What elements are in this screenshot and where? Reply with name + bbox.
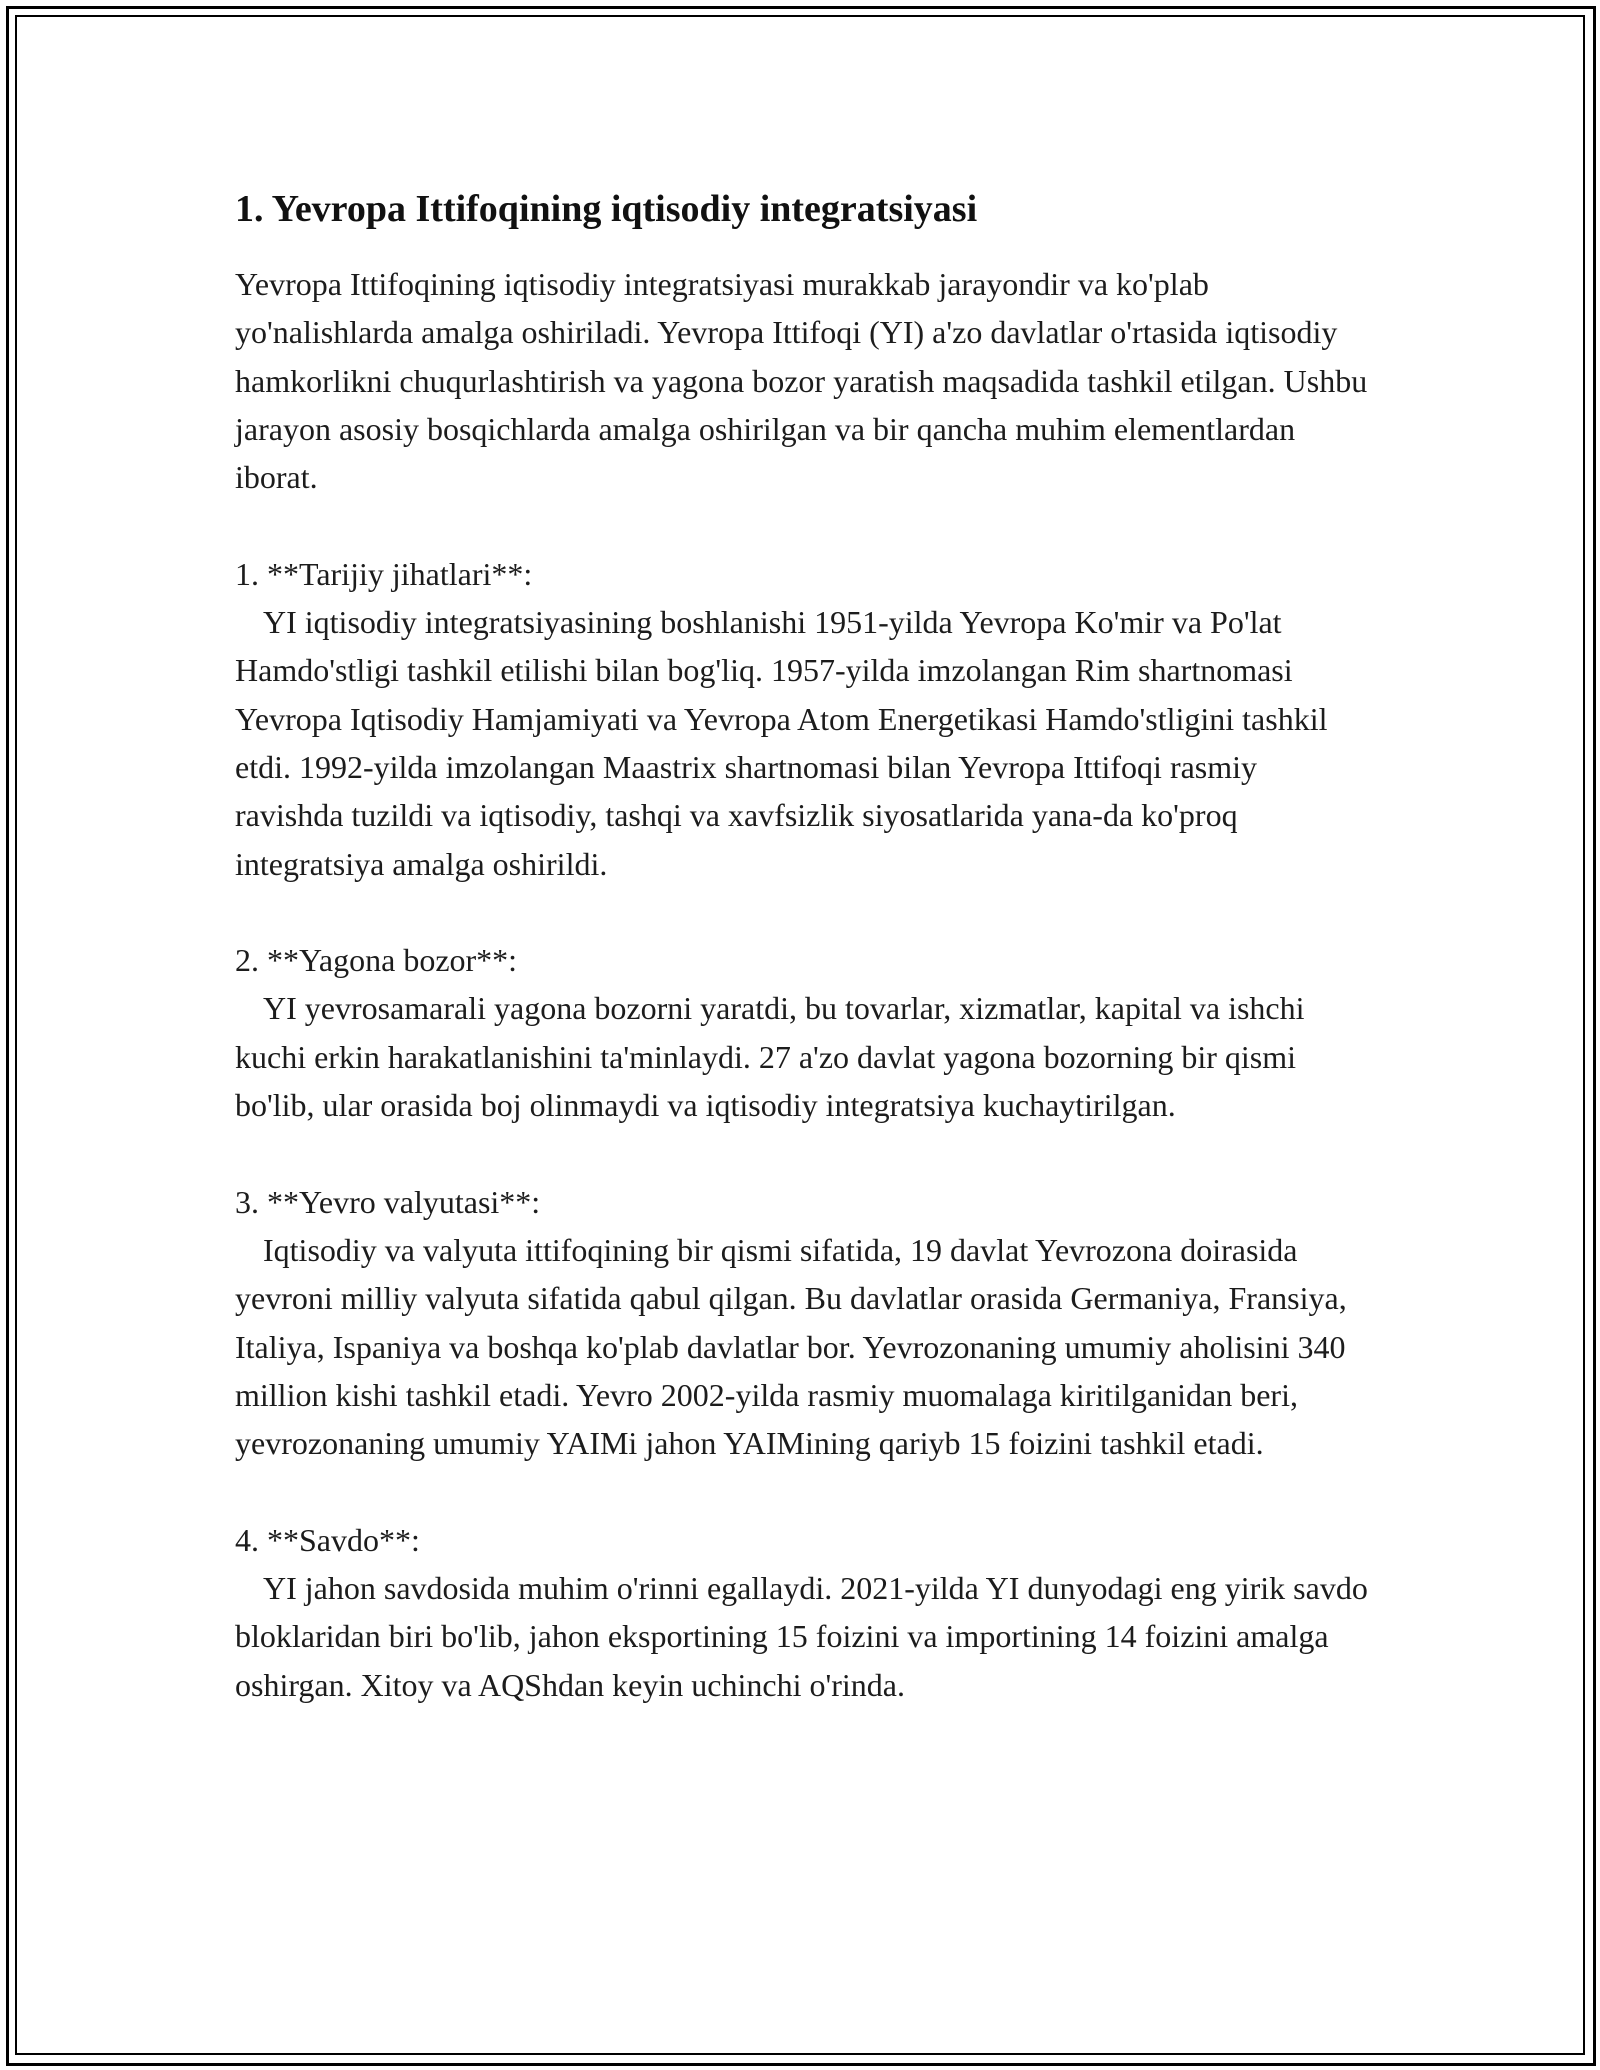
paragraph-gap bbox=[235, 888, 1370, 936]
paragraph-gap bbox=[235, 501, 1370, 549]
section-history bbox=[235, 550, 1370, 888]
section-heading: 1. **Tarijiy jihatlari**: bbox=[235, 555, 533, 592]
section-body: YI iqtisodiy integratsiyasining boshlanishi 1951-yilda Yevropa Ko'mir va Po'lat Hamdo'stligi tashkil etilishi bilan bog'liq. 1957-yilda imzolangan Rim shartnomasi Yevropa Iqtisodiy Hamjamiyati va Yevropa Atom Energetikasi Hamdo'stligini tashkil etdi. 1992-yilda imzolangan Maastrix shartnomasi bilan Yevropa Ittifoqi rasmiy ravishda tuzildi va iqtisodiy, tashqi va xavfsizlik siyosatlarida yana-da ko'proq integratsiya amalga oshirildi. bbox=[235, 604, 1328, 882]
document-title: 1. Yevropa Ittifoqining iqtisodiy integratsiyasi bbox=[235, 188, 978, 230]
section-euro-currency bbox=[235, 1178, 1370, 1468]
section-heading: 4. **Savdo**: bbox=[235, 1521, 420, 1558]
section-heading: 2. **Yagona bozor**: bbox=[235, 942, 518, 979]
section-trade bbox=[235, 1516, 1370, 1709]
section-body: Iqtisodiy va valyuta ittifoqining bir qismi sifatida, 19 davlat Yevrozona doirasida yevroni milliy valyuta sifatida qabul qilgan. Bu davlatlar orasida Germaniya, Fransiya, Italiya, Ispaniya va boshqa ko'plab davlatlar bor. Yevrozonaning umumiy aholisini 340 million kishi tashkil etadi. Yevro 2002-yilda rasmiy muomalaga kiritilganidan beri, yevrozonaning umumiy YAIMi jahon YAIMining qariyb 15 foizini tashkil etadi. bbox=[235, 1231, 1347, 1462]
document-body bbox=[235, 186, 1370, 1709]
section-body: YI yevrosamarali yagona bozorni yaratdi, bu tovarlar, xizmatlar, kapital va ishchi kuchi erkin harakatlanishini ta'minlaydi. 27 a'zo davlat yagona bozorning bir qismi bo'lib, ular orasida boj olinmaydi va iqtisodiy integratsiya kuchaytirilgan. bbox=[235, 990, 1305, 1124]
section-heading: 3. **Yevro valyutasi**: bbox=[235, 1183, 541, 1220]
section-single-market bbox=[235, 936, 1370, 1129]
paragraph-gap bbox=[235, 1129, 1370, 1177]
intro-paragraph: Yevropa Ittifoqining iqtisodiy integratsiyasi murakkab jarayondir va ko'plab yo'nalishlarda amalga oshiriladi. Yevropa Ittifoqi (YI) a'zo davlatlar o'rtasida iqtisodiy hamkorlikni chuqurlashtirish va yagona bozor yaratish maqsadida tashkil etilgan. Ushbu jarayon asosiy bosqichlarda amalga oshirilgan va bir qancha muhim elementlardan iborat. bbox=[235, 266, 1368, 496]
paragraph-gap bbox=[235, 1467, 1370, 1515]
section-body: YI jahon savdosida muhim o'rinni egallaydi. 2021-yilda YI dunyodagi eng yirik savdo bloklaridan biri bo'lib, jahon eksportining 15 foizini va importining 14 foizini amalga oshirgan. Xitoy va AQShdan keyin uchinchi o'rinda. bbox=[235, 1570, 1368, 1703]
